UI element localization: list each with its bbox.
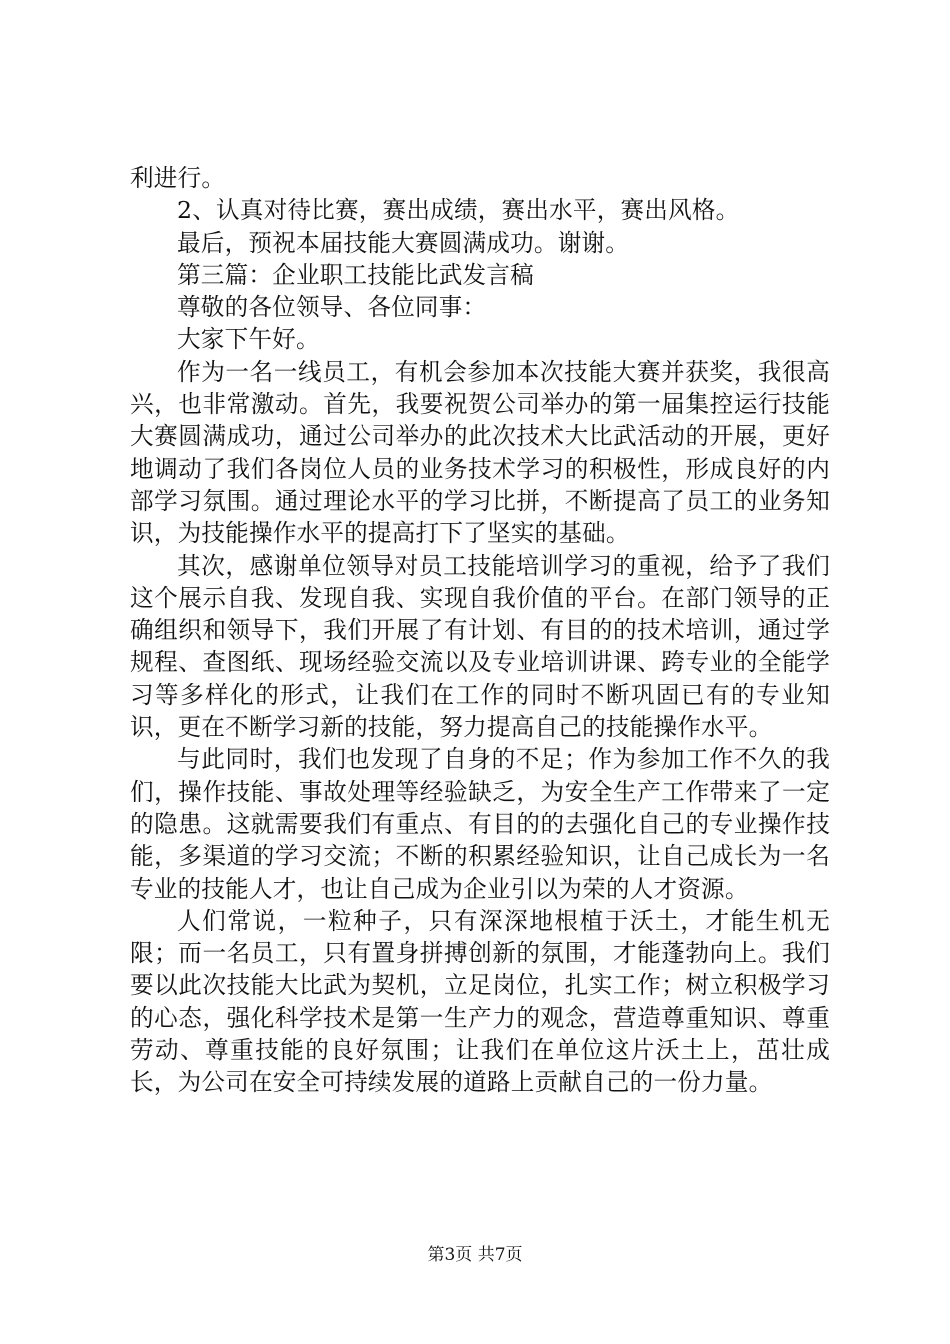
greeting: 大家下午好。 [177, 325, 320, 354]
page-footer [0, 1244, 950, 1266]
paragraph: 其次，感谢单位领导对员工技能培训学习的重视，给予了我们这个展示自我、发现自我、实现自我价值的平台。在部门领导的正确组织和领导下，我们开展了有计划、有目的的技术培训，通过学规程、查图纸、现场经验交流以及专业培训讲课、跨专业的全能学习等多样化的形式，让我们在工作的同时不断巩固已有的专业知识，更在不断学习新的技能，努力提高自己的技能操作水平。 [130, 551, 830, 742]
paragraph: 2、认真对待比赛，赛出成绩，赛出水平，赛出风格。 [177, 196, 740, 225]
paragraph: 利进行。 [130, 164, 226, 192]
paragraph: 人们常说，一粒种子，只有深深地根植于沃土，才能生机无限；而一名员工，只有置身拼搏创新的氛围，才能蓬勃向上。我们要以此次技能大比武为契机，立足岗位，扎实工作；树立积极学习的心态，强化科学技术是第一生产力的观念，营造尊重知识、尊重劳动、尊重技能的良好氛围；让我们在单位这片沃土上，茁壮成长，为公司在安全可持续发展的道路上贡献自己的一份力量。 [130, 906, 830, 1097]
section-heading: 第三篇：企业职工技能比武发言稿 [177, 260, 534, 289]
paragraph: 最后，预祝本届技能大赛圆满成功。谢谢。 [177, 228, 630, 257]
document-body [130, 162, 830, 1099]
salutation: 尊敬的各位领导、各位同事： [177, 293, 487, 322]
paragraph: 作为一名一线员工，有机会参加本次技能大赛并获奖，我很高兴，也非常激动。首先，我要祝贺公司举办的第一届集控运行技能大赛圆满成功，通过公司举办的此次技术大比武活动的开展，更好地调动了我们各岗位人员的业务技术学习的积极性，形成良好的内部学习氛围。通过理论水平的学习比拼，不断提高了员工的业务知识，为技能操作水平的提高打下了坚实的基础。 [130, 357, 830, 548]
paragraph: 与此同时，我们也发现了自身的不足；作为参加工作不久的我们，操作技能、事故处理等经验缺乏，为安全生产工作带来了一定的隐患。这就需要我们有重点、有目的的去强化自己的专业操作技能，多渠道的学习交流；不断的积累经验知识，让自己成长为一名专业的技能人才，也让自己成为企业引以为荣的人才资源。 [130, 745, 830, 903]
page-number: 第3页 共7页 [427, 1245, 523, 1265]
